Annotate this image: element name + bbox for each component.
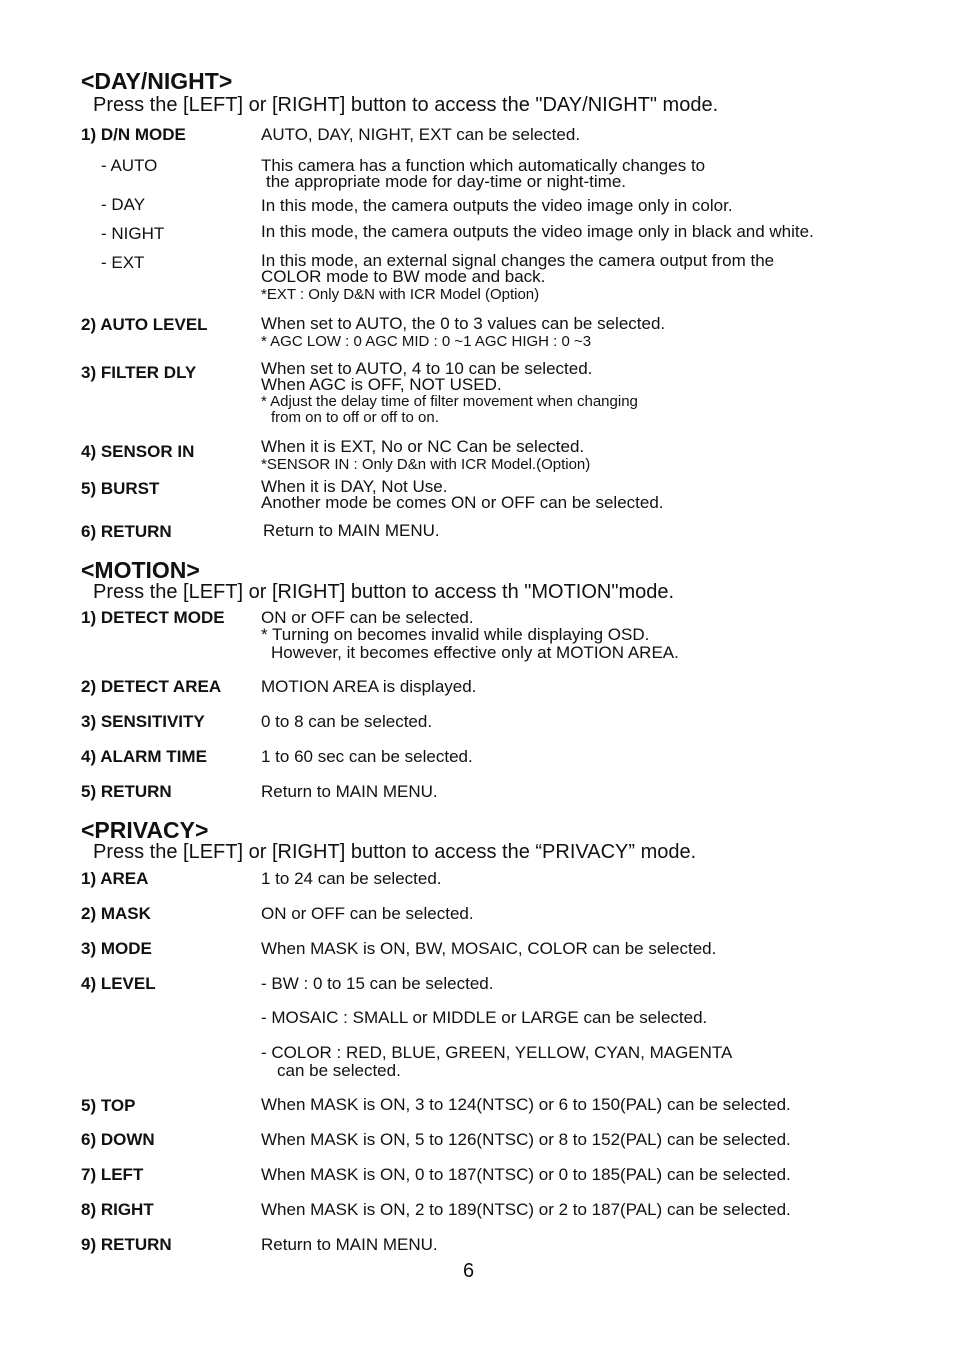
- mode-label: 3) MODE: [81, 939, 152, 958]
- detect-mode-note2: However, it becomes effective only at MOTION AREA.: [271, 643, 679, 662]
- motion-intro: Press the [LEFT] or [RIGHT] button to access th "MOTION"mode.: [93, 581, 675, 603]
- sensor-in-desc: When it is EXT, No or NC Can be selected.: [261, 437, 585, 456]
- day-desc: In this mode, the camera outputs the video image only in color.: [261, 196, 733, 215]
- burst-line1: When it is DAY, Not Use.: [261, 477, 448, 496]
- filter-dly-note2: from on to off or off to on.: [271, 409, 439, 426]
- privacy-return-label: 9) RETURN: [81, 1235, 172, 1254]
- auto-label: - AUTO: [101, 156, 158, 175]
- level-color-line2: can be selected.: [277, 1061, 401, 1080]
- night-desc: In this mode, the camera outputs the video image only in black and white.: [261, 222, 814, 241]
- top-label: 5) TOP: [81, 1096, 136, 1115]
- filter-dly-note1: * Adjust the delay time of filter movement when changing: [261, 393, 638, 410]
- mode-desc: When MASK is ON, BW, MOSAIC, COLOR can be selected.: [261, 939, 717, 958]
- day-label: - DAY: [101, 195, 146, 214]
- filter-dly-label: 3) FILTER DLY: [81, 363, 197, 382]
- daynight-heading: <DAY/NIGHT>: [81, 68, 233, 94]
- motion-heading: <MOTION>: [81, 557, 200, 583]
- page-number: 6: [463, 1260, 475, 1282]
- filter-dly-line1: When set to AUTO, 4 to 10 can be selected.: [261, 359, 593, 378]
- top-desc: When MASK is ON, 3 to 124(NTSC) or 6 to 150(PAL) can be selected.: [261, 1095, 791, 1114]
- level-label: 4) LEVEL: [81, 974, 156, 993]
- detect-mode-note1: * Turning on becomes invalid while displaying OSD.: [261, 625, 650, 644]
- auto-level-desc: When set to AUTO, the 0 to 3 values can be selected.: [261, 314, 666, 333]
- left-label: 7) LEFT: [81, 1165, 144, 1184]
- level-color-line1: - COLOR : RED, BLUE, GREEN, YELLOW, CYAN, MAGENTA: [261, 1043, 733, 1062]
- mask-desc: ON or OFF can be selected.: [261, 904, 474, 923]
- down-label: 6) DOWN: [81, 1130, 155, 1149]
- auto-level-label: 2) AUTO LEVEL: [81, 315, 208, 334]
- privacy-heading: <PRIVACY>: [81, 817, 209, 843]
- right-desc: When MASK is ON, 2 to 189(NTSC) or 2 to 187(PAL) can be selected.: [261, 1200, 791, 1219]
- sensor-in-label: 4) SENSOR IN: [81, 442, 195, 461]
- sensitivity-label: 3) SENSITIVITY: [81, 712, 205, 731]
- motion-return-label: 5) RETURN: [81, 782, 172, 801]
- ext-note: *EXT : Only D&N with ICR Model (Option): [261, 286, 540, 303]
- detect-area-desc: MOTION AREA is displayed.: [261, 677, 477, 696]
- mask-label: 2) MASK: [81, 904, 151, 923]
- sensitivity-desc: 0 to 8 can be selected.: [261, 712, 433, 731]
- dn-mode-desc: AUTO, DAY, NIGHT, EXT can be selected.: [261, 125, 581, 144]
- area-desc: 1 to 24 can be selected.: [261, 869, 442, 888]
- daynight-intro: Press the [LEFT] or [RIGHT] button to access the "DAY/NIGHT" mode.: [93, 94, 719, 116]
- right-label: 8) RIGHT: [81, 1200, 154, 1219]
- burst-label: 5) BURST: [81, 479, 160, 498]
- dn-mode-label: 1) D/N MODE: [81, 125, 186, 144]
- ext-desc-line2: COLOR mode to BW mode and back.: [261, 267, 546, 286]
- daynight-return-label: 6) RETURN: [81, 522, 172, 541]
- auto-level-note: * AGC LOW : 0 AGC MID : 0 ~1 AGC HIGH : 0 ~3: [261, 333, 592, 350]
- detect-mode-label: 1) DETECT MODE: [81, 608, 225, 627]
- auto-desc-line1: This camera has a function which automatically changes to: [261, 156, 706, 175]
- filter-dly-line2: When AGC is OFF, NOT USED.: [261, 375, 502, 394]
- area-label: 1) AREA: [81, 869, 149, 888]
- privacy-intro: Press the [LEFT] or [RIGHT] button to access the “PRIVACY” mode.: [93, 841, 697, 863]
- level-bw: - BW : 0 to 15 can be selected.: [261, 974, 494, 993]
- daynight-return-desc: Return to MAIN MENU.: [263, 521, 440, 540]
- privacy-return-desc: Return to MAIN MENU.: [261, 1235, 438, 1254]
- alarm-time-label: 4) ALARM TIME: [81, 747, 207, 766]
- auto-desc-line2: the appropriate mode for day-time or night-time.: [266, 172, 627, 191]
- ext-label: - EXT: [101, 253, 145, 272]
- alarm-time-desc: 1 to 60 sec can be selected.: [261, 747, 473, 766]
- left-desc: When MASK is ON, 0 to 187(NTSC) or 0 to 185(PAL) can be selected.: [261, 1165, 791, 1184]
- night-label: - NIGHT: [101, 224, 165, 243]
- level-mosaic: - MOSAIC : SMALL or MIDDLE or LARGE can be selected.: [261, 1008, 708, 1027]
- detect-area-label: 2) DETECT AREA: [81, 677, 222, 696]
- down-desc: When MASK is ON, 5 to 126(NTSC) or 8 to 152(PAL) can be selected.: [261, 1130, 791, 1149]
- ext-desc-line1: In this mode, an external signal changes the camera output from the: [261, 251, 775, 270]
- motion-return-desc: Return to MAIN MENU.: [261, 782, 438, 801]
- sensor-in-note: *SENSOR IN : Only D&n with ICR Model.(Option): [261, 456, 591, 473]
- detect-mode-desc: ON or OFF can be selected.: [261, 608, 474, 627]
- burst-line2: Another mode be comes ON or OFF can be selected.: [261, 493, 664, 512]
